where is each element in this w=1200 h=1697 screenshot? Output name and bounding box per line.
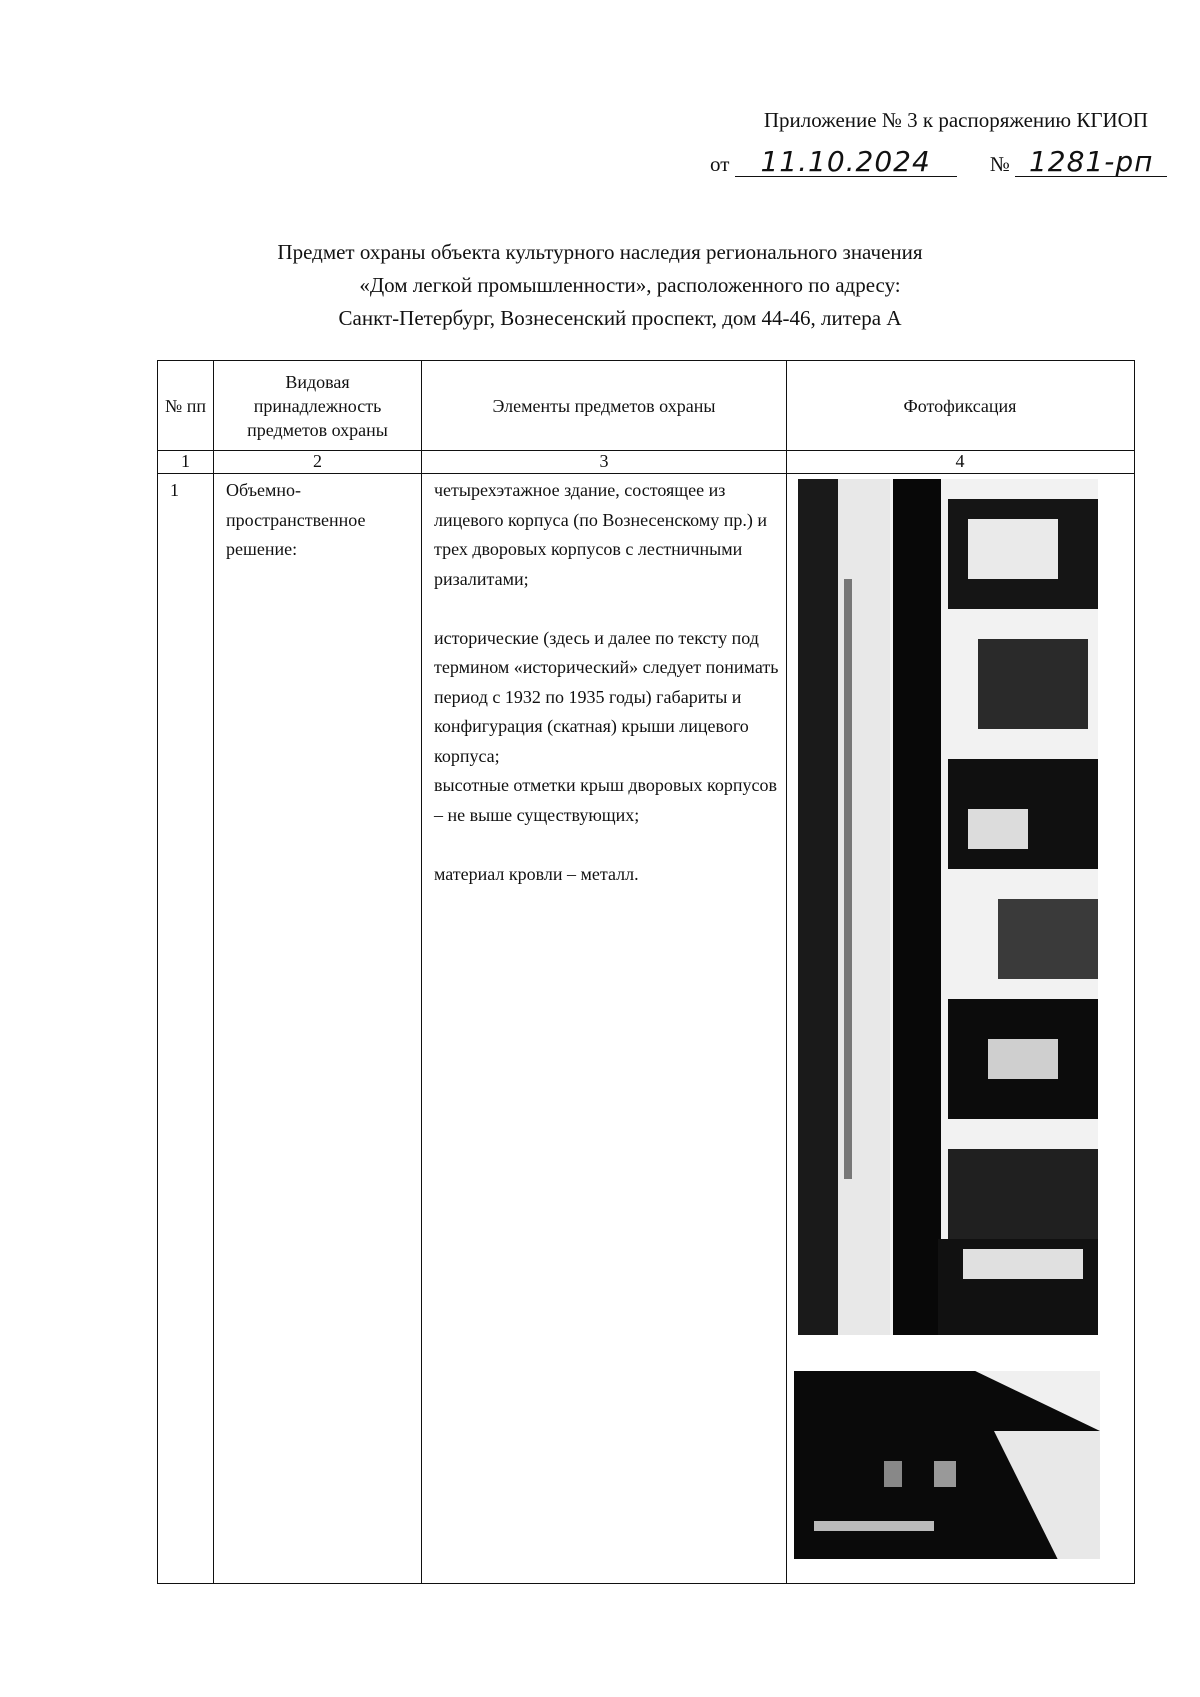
title-line-3: Санкт-Петербург, Вознесенский проспект, дом 44-46, литера А: [338, 306, 902, 330]
element-item: высотные отметки крыш дворовых корпусов – не выше существующих;: [434, 775, 777, 825]
appendix-header: Приложение № 3 к распоряжению КГИОП: [763, 108, 1148, 132]
element-item: материал кровли – металл.: [434, 863, 639, 884]
colnum-1: 1: [181, 451, 190, 471]
number-prefix: №: [989, 152, 1010, 176]
facade-photo: [794, 1371, 1100, 1559]
element-item: четырехэтажное здание, состоящее из лицевого корпуса (по Вознесенскому пр.) и трех дворовых корпусов с лестничными ризалитами;: [434, 480, 767, 589]
row-num: 1: [170, 480, 179, 500]
document-title: [0, 236, 1200, 335]
order-date: 11.10.2024: [735, 148, 957, 177]
header-category: Видовая принадлежность предметов охраны: [247, 371, 388, 440]
order-dateline: [710, 145, 1167, 178]
colnum-3: 3: [599, 451, 609, 471]
title-line-1: Предмет охраны объекта культурного наследия регионального значения: [277, 240, 923, 264]
col-divider-3: [786, 361, 787, 1583]
element-item: исторические (здесь и далее по тексту под термином «исторический» следует понимать период с 1932 по 1935 годы) габариты и конфигурация (скатная) крыши лицевого корпуса;: [434, 627, 779, 766]
colnum-4: 4: [955, 451, 965, 471]
numbers-divider: [158, 473, 1134, 474]
colnum-2: 2: [313, 451, 322, 471]
date-prefix: от: [710, 152, 730, 176]
row-category: Объемно-пространственное решение:: [226, 480, 366, 559]
header-num: № пп: [165, 395, 206, 416]
aerial-photo: [798, 479, 1098, 1335]
title-line-2: «Дом легкой промышленности», расположенного по адресу:: [359, 273, 901, 297]
header-photo: Фотофиксация: [903, 395, 1017, 416]
order-number: 1281-рп: [1015, 148, 1167, 177]
protection-table: [157, 360, 1135, 1584]
row-elements: [422, 476, 782, 919]
header-elements: Элементы предметов охраны: [492, 395, 716, 416]
